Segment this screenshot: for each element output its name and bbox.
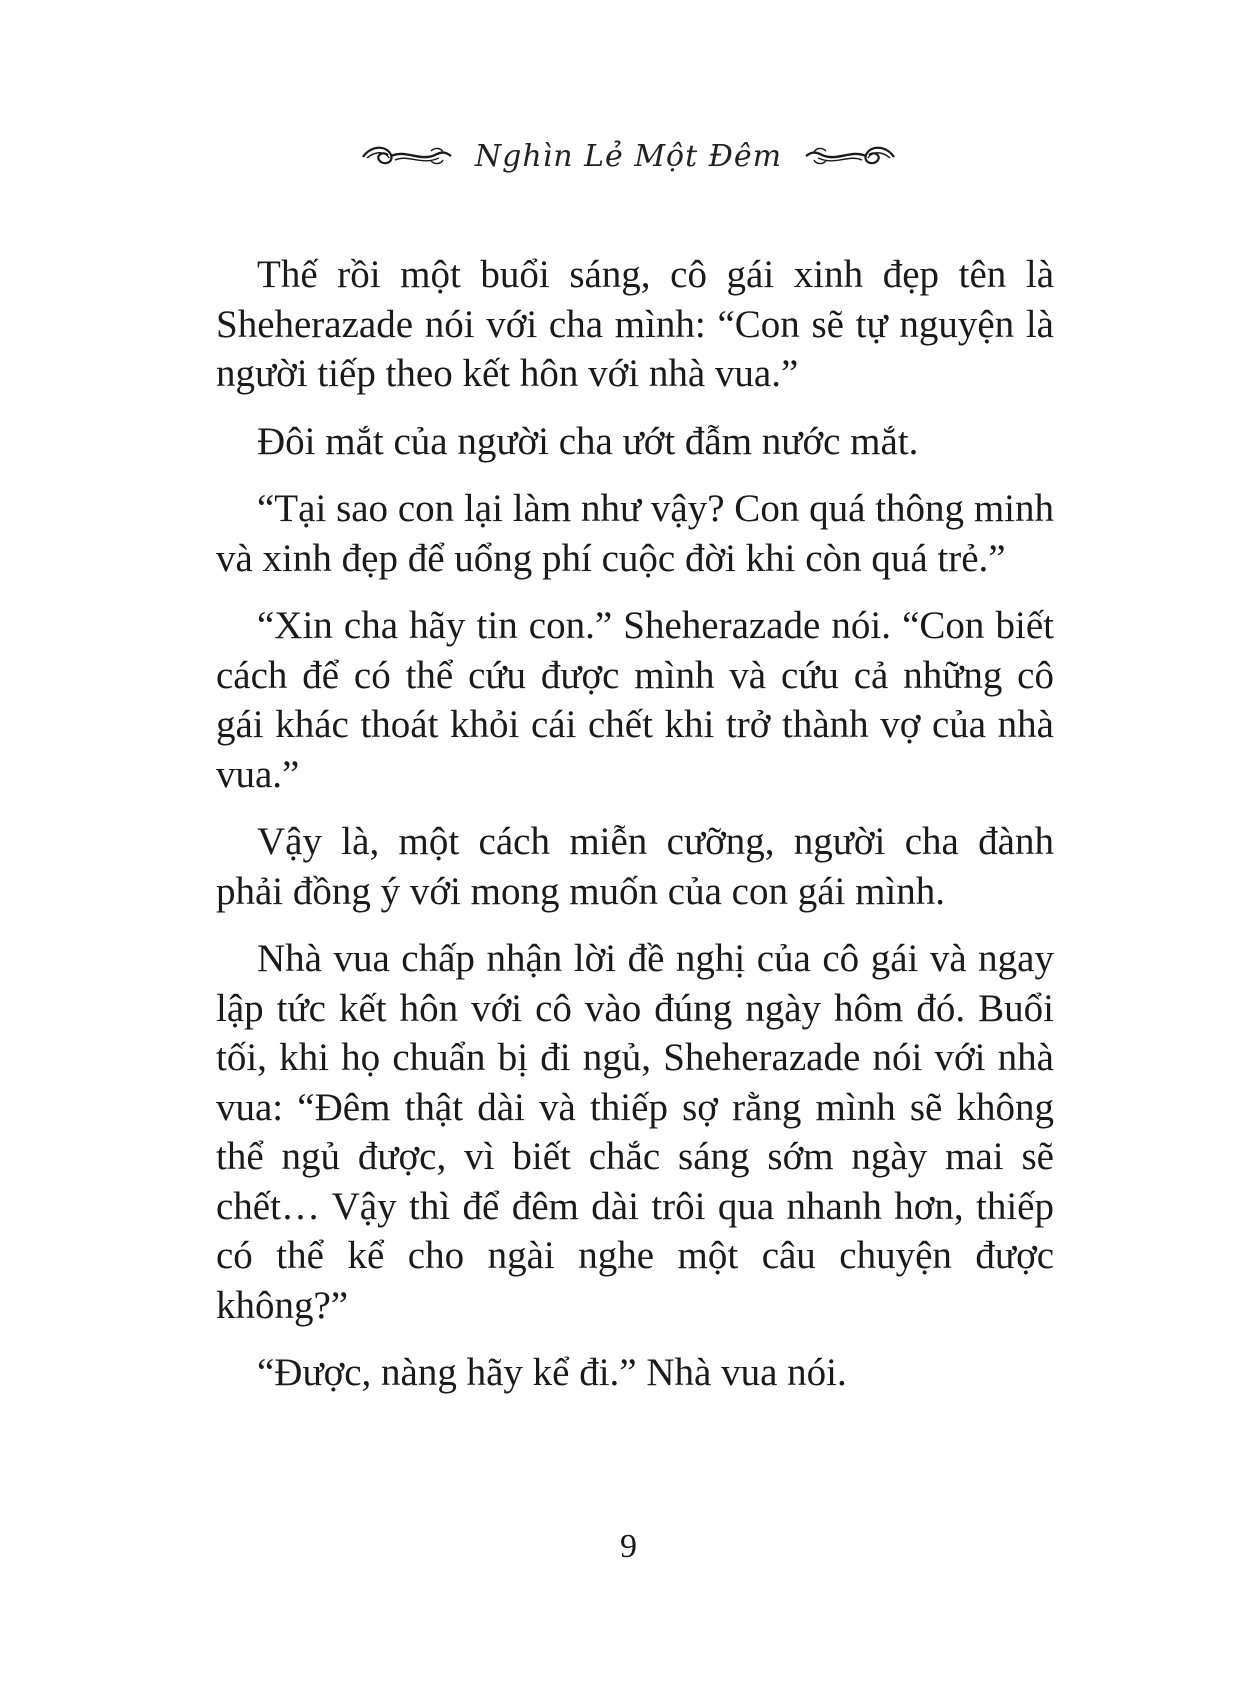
body-text: [216, 250, 1054, 1416]
flourish-ornament-icon: [361, 141, 453, 171]
paragraph: Nhà vua chấp nhận lời đề nghị của cô gái và ngay lập tức kết hôn với cô vào đúng ngày hôm đó. Buổi tối, khi họ chuẩn bị đi ngủ, Sheherazade nói với nhà vua: “Đêm thật dài và thiếp sợ rằng mình sẽ không thể ngủ được, vì biết chắc sáng sớm ngày mai sẽ chết… Vậy thì để đêm dài trôi qua nhanh hơn, thiếp có thể kể cho ngài nghe một câu chuyện được không?”: [216, 937, 1054, 1327]
paragraph: Thế rồi một buổi sáng, cô gái xinh đẹp tên là Sheherazade nói với cha mình: “Con sẽ tự nguyện là người tiếp theo kết hôn với nhà vua.”: [216, 253, 1054, 395]
running-title: Nghìn Lẻ Một Đêm: [474, 138, 783, 174]
paragraph: “Được, nàng hãy kể đi.” Nhà vua nói.: [257, 1351, 847, 1394]
paragraph: Đôi mắt của người cha ướt đẫm nước mắt.: [257, 419, 919, 463]
paragraph: “Tại sao con lại làm như vậy? Con quá thông minh và xinh đẹp để uổng phí cuộc đời khi còn quá trẻ.”: [216, 487, 1054, 580]
paragraph: Vậy là, một cách miễn cưỡng, người cha đành phải đồng ý với mong muốn của con gái mình.: [216, 820, 1054, 913]
page-number: 9: [620, 1528, 637, 1565]
flourish-ornament-icon: [804, 141, 896, 171]
paragraph: “Xin cha hãy tin con.” Sheherazade nói. “Con biết cách để có thể cứu được mình và cứu cả những cô gái khác thoát khỏi cái chết khi trở thành vợ của nhà vua.”: [216, 604, 1054, 796]
page-header: [0, 128, 1257, 184]
